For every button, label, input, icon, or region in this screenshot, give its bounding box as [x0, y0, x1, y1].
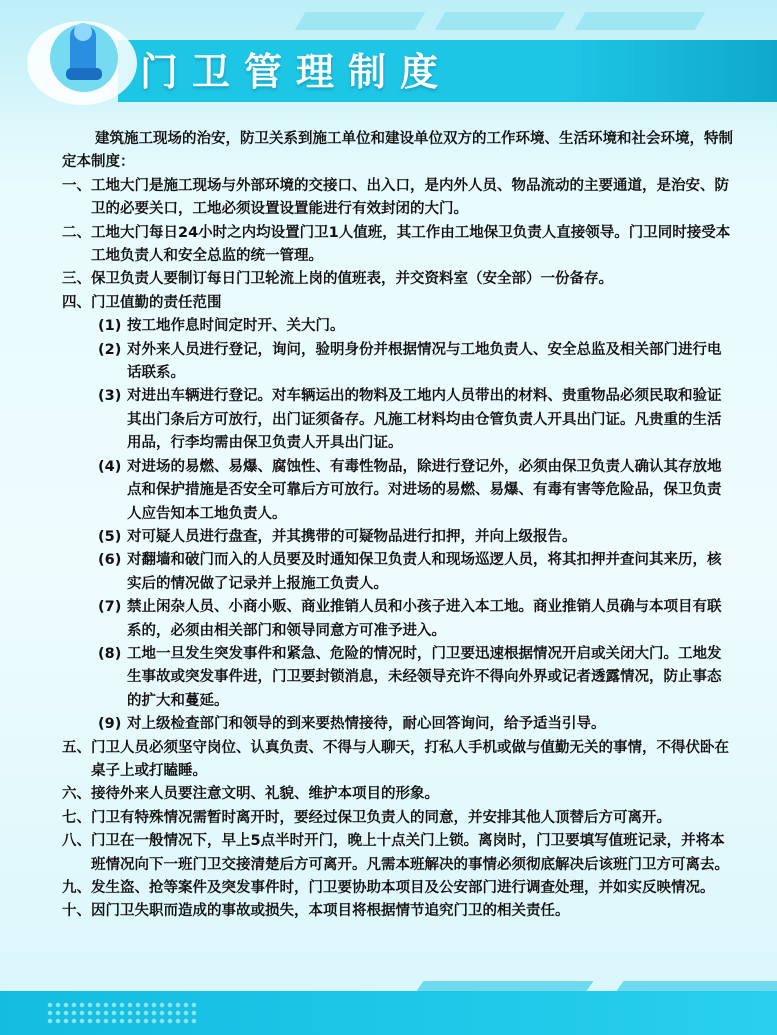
sub-item-number: (1): [98, 318, 122, 335]
item-text: 保卫负责人要制订每日门卫轮流上岗的值班表，并交资料室（安全部）一份备存。: [91, 271, 613, 288]
list-item: [62, 900, 734, 923]
sub-item: [62, 549, 734, 596]
sub-item-text: 按工地作息时间定时开、关大门。: [127, 318, 345, 335]
item-number: 六、: [62, 786, 91, 803]
item-number: 二、: [62, 224, 91, 241]
list-item: [62, 877, 734, 900]
item-text: 门卫在一般情况下，早上5点半时开门，晚上十点关门上锁。离岗时，门卫要填写值班记录，并将本班情况向下一班门卫交接清楚后方可离开。凡需本班解决的事情必须彻底解决后该班门卫方可离去。: [91, 833, 729, 873]
sub-item-number: (7): [98, 599, 122, 616]
sub-item: [62, 456, 734, 526]
item-text: 门卫人员必须坚守岗位、认真负责、不得与人聊天，打私人手机或做与值勤无关的事情，不得伏卧在桌子上或打瞌睡。: [91, 739, 729, 779]
item-text: 工地大门是施工现场与外部环境的交接口、出入口，是内外人员、物品流动的主要通道，是治安、防卫的必要关口，工地必须设置设置能进行有效封闭的大门。: [91, 177, 729, 218]
item-number: 七、: [62, 809, 91, 826]
sub-item-text: 对翻墙和破门而入的人员要及时通知保卫负责人和现场巡逻人员，将其扣押并查问其来历，核实后的情况做了记录并上报施工负责人。: [127, 552, 722, 592]
item-text: 门卫有特殊情况需暂时离开时，要经过保卫负责人的同意，并安排其他人顶替后方可离开。: [91, 809, 671, 826]
sub-item: [62, 713, 734, 736]
sub-item-number: (8): [98, 645, 122, 662]
sub-item: [62, 385, 734, 455]
sub-item-text: 对外来人员进行登记，询问，验明身份并根据情况与工地负责人、安全总监及相关部门进行电话联系。: [127, 341, 722, 382]
item-number: 一、: [62, 177, 91, 194]
sub-item-number: (2): [98, 341, 122, 358]
footer-decorative-stripe: [416, 981, 593, 991]
item-text: 发生盗、抢等案件及突发事件时，门卫要协助本项目及公安部门进行调查处理，并如实反映情况。: [91, 880, 715, 896]
item-text: 因门卫失职而造成的事故或损失，本项目将根据情节追究门卫的相关责任。: [91, 903, 570, 920]
sub-item-number: (6): [98, 552, 122, 569]
regulation-body: [62, 128, 734, 924]
list-item: [62, 292, 734, 315]
sub-item-number: (4): [98, 458, 122, 475]
item-number: 五、: [62, 739, 91, 756]
decorative-stripe: [295, 12, 425, 30]
list-item: [62, 807, 734, 830]
decorative-stripe: [435, 12, 565, 30]
footer-decorative-stripe: [616, 981, 777, 991]
footer-dot-pattern: [46, 1001, 196, 1025]
page-title: 门卫管理制度: [140, 50, 453, 94]
footer-bar: [0, 991, 777, 1035]
item-number: 四、: [62, 294, 91, 311]
header-banner: [0, 0, 777, 112]
title-bar-accent: [560, 40, 777, 102]
list-item: [62, 830, 734, 877]
list-item: [62, 737, 734, 784]
list-item: [62, 783, 734, 806]
sub-item: [62, 526, 734, 549]
sub-item-text: 对进场的易燃、易爆、腐蚀性、有毒性物品，除进行登记外，必须由保卫负责人确认其存放地点和保护措施是否安全可靠后方可放行。对进场的易燃、易爆、有毒有害等危险品，保卫负责人应告知本工地负责人。: [127, 458, 722, 522]
sub-item: [62, 596, 734, 643]
item-text: 工地大门每日24小时之内均设置门卫1人值班，其工作由工地保卫负责人直接领导。门卫同时接受本工地负责人和安全总监的统一管理。: [91, 224, 731, 265]
sub-item-text: 对可疑人员进行盘查，并其携带的可疑物品进行扣押，并向上级报告。: [127, 528, 577, 545]
item-text: 门卫值勤的责任范围: [91, 294, 222, 311]
sub-item-number: (9): [98, 716, 122, 733]
sub-item-text: 禁止闲杂人员、小商小贩、商业推销人员和小孩子进入本工地。商业推销人员确与本项目有联系的，必须由相关部门和领导同意方可准予进入。: [127, 599, 722, 639]
list-item: [62, 268, 734, 291]
sub-item: [62, 315, 734, 338]
item-number: 八、: [62, 833, 91, 850]
sub-item-text: 工地一旦发生突发事件和紧急、危险的情况时，门卫要迅速根据情况开启或关闭大门。工地发生事故或突发事件进，门卫要封锁消息，未经领导充许不得向外界或记者透露情况，防止事态的扩大和蔓延。: [127, 645, 722, 709]
intro-paragraph: 建筑施工现场的治安，防卫关系到施工单位和建设单位双方的工作环境、生活环境和社会环境，特制定本制度：: [62, 131, 733, 171]
item-text: 接待外来人员要注意文明、礼貌、维护本项目的形象。: [91, 786, 439, 803]
sub-item-number: (5): [98, 528, 122, 545]
item-number: 十、: [62, 903, 91, 920]
list-item: [62, 222, 734, 269]
list-item: [62, 175, 734, 222]
sub-item: [62, 643, 734, 713]
decorative-stripe: [575, 12, 705, 30]
sub-item-number: (3): [98, 388, 122, 405]
sub-item-text: 对进出车辆进行登记。对车辆运出的物料及工地内人员带出的材料、贵重物品必须民取和验证其出门条后方可放行，出门证须备存。凡施工材料均由仓管负责人开具出门证。凡贵重的生活用品，行李均需由保卫负责人开具出门证。: [127, 388, 722, 452]
blue-figure-logo-icon: [22, 8, 142, 108]
item-number: 九、: [62, 880, 91, 896]
sub-item-text: 对上级检查部门和领导的到来要热情接待，耐心回答询问，给予适当引导。: [127, 716, 606, 733]
item-number: 三、: [62, 271, 91, 288]
sub-item: [62, 339, 734, 386]
